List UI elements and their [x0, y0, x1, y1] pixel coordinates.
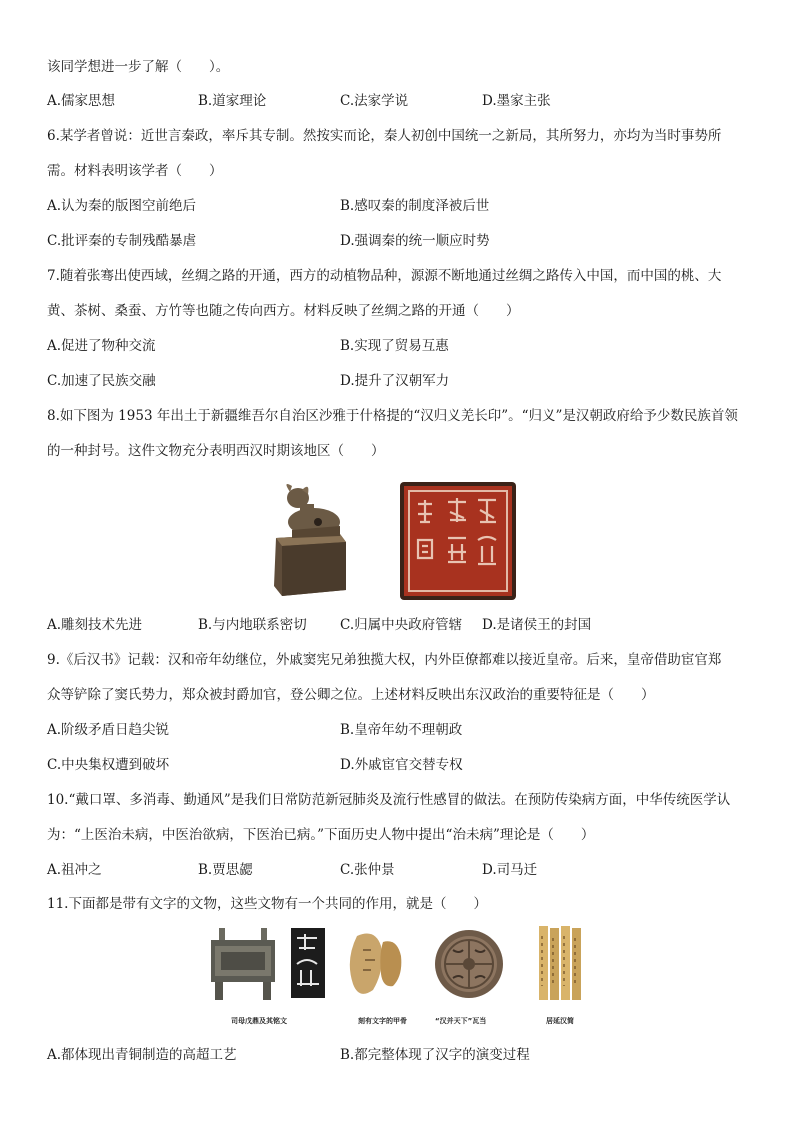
q5-option-a: A.儒家思想 — [47, 93, 116, 109]
q6-stem-line2: 需。材料表明该学者（ ） — [47, 163, 223, 179]
q6-option-c: C.批评秦的专制残酷暴虐 — [47, 233, 197, 249]
q7-option-d: D.提升了汉朝军力 — [340, 373, 450, 389]
caption-ding: 司母戊鼎及其铭文 — [231, 1017, 287, 1025]
q5-option-c: C.法家学说 — [340, 93, 409, 109]
seal-object-image — [274, 484, 346, 596]
q9-option-d: D.外戚宦官交替专权 — [340, 757, 463, 773]
q9-option-c: C.中央集权遭到破坏 — [47, 757, 170, 773]
q5-stem-tail: 该同学想进一步了解（ ）。 — [47, 59, 230, 75]
q10-option-a: A.祖冲之 — [47, 862, 102, 878]
q11-option-a: A.都体现出青铜制造的高超工艺 — [47, 1047, 237, 1063]
q9-stem-line2: 众等铲除了窦氏势力，郑众被封爵加官，登公卿之位。上述材料反映出东汉政治的重要特征是（ ） — [47, 687, 655, 703]
q6-option-d: D.强调秦的统一顺应时势 — [340, 233, 490, 249]
ding-cauldron-image — [211, 928, 275, 1000]
q8-stem-line1: 8.如下图为 1953 年出土于新疆维吾尔自治区沙雅于什格提的“汉归义羌长印”。“归义”是汉朝政府给予少数民族首领 — [47, 408, 738, 424]
seal-figure — [270, 470, 526, 610]
q6-stem-line1: 6.某学者曾说：近世言秦政，率斥其专制。然按实而论，秦人初创中国统一之新局，其所努力，亦均为当时事势所 — [47, 128, 722, 144]
q7-option-a: A.促进了物种交流 — [47, 338, 156, 354]
q9-option-a: A.阶级矛盾日趋尖锐 — [47, 722, 170, 738]
q10-stem-line1: 10.“戴口罩、多消毒、勤通风”是我们日常防范新冠肺炎及流行性感冒的做法。在预防传染病方面，中华传统医学认 — [47, 792, 731, 808]
q9-option-b: B.皇帝年幼不理朝政 — [340, 722, 463, 738]
q10-option-d: D.司马迁 — [482, 862, 538, 878]
q9-stem-line1: 9.《后汉书》记载：汉和帝年幼继位，外戚窦宪兄弟独揽大权，内外臣僚都难以接近皇帝。后来，皇帝借助宦官郑 — [47, 652, 722, 668]
q11-option-b: B.都完整体现了汉字的演变过程 — [340, 1047, 530, 1063]
q10-option-c: C.张仲景 — [340, 862, 395, 878]
q8-option-a: A.雕刻技术先进 — [47, 617, 143, 633]
roof-tile-end-image — [435, 930, 503, 998]
q10-stem-line2: 为：“上医治未病，中医治欲病，下医治已病。”下面历史人物中提出“治未病”理论是（ ） — [47, 827, 595, 843]
q7-option-c: C.加速了民族交融 — [47, 373, 156, 389]
caption-oracle-bone: 刻有文字的甲骨 — [358, 1017, 407, 1025]
caption-tile-end: “汉并天下”瓦当 — [435, 1017, 487, 1025]
q7-stem-line2: 黄、茶树、桑蚕、方竹等也随之传向西方。材料反映了丝绸之路的开通（ ） — [47, 303, 520, 319]
caption-bamboo-slips: 居延汉简 — [546, 1017, 574, 1025]
q10-option-b: B.贾思勰 — [198, 862, 253, 878]
q6-option-a: A.认为秦的版图空前绝后 — [47, 198, 197, 214]
q8-stem-line2: 的一种封号。这件文物充分表明西汉时期该地区（ ） — [47, 443, 385, 459]
q8-option-c: C.归属中央政府管辖 — [340, 617, 463, 633]
oracle-bone-image — [350, 934, 402, 994]
q7-stem-line1: 7.随着张骞出使西域，丝绸之路的开通，西方的动植物品种，源源不断地通过丝绸之路传入中国，而中国的桃、大 — [47, 268, 722, 284]
q8-option-b: B.与内地联系密切 — [198, 617, 307, 633]
q8-option-d: D.是诸侯王的封国 — [482, 617, 592, 633]
q6-option-b: B.感叹秦的制度泽被后世 — [340, 198, 490, 214]
q5-option-d: D.墨家主张 — [482, 93, 551, 109]
artifacts-figure — [205, 922, 590, 1010]
q5-option-b: B.道家理论 — [198, 93, 267, 109]
q7-option-b: B.实现了贸易互惠 — [340, 338, 449, 354]
inscription-rubbing-image — [291, 928, 325, 998]
q11-stem-line1: 11.下面都是带有文字的文物，这些文物有一个共同的作用，就是（ ） — [47, 896, 487, 912]
bamboo-slips-image — [539, 926, 581, 1000]
seal-imprint-image — [400, 482, 516, 600]
